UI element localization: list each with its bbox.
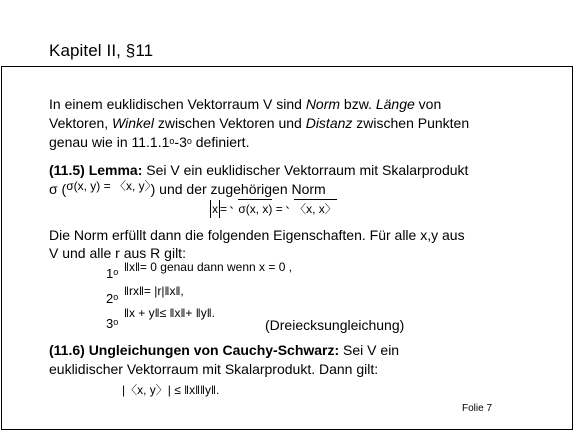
sqrt-symbol [230,199,272,218]
slide-footer: Folie 7 [462,403,493,414]
property-number-2 [106,291,118,306]
ordinal-marker: o [113,267,119,277]
cauchy-line-2: euklidischer Vektorraum mit Skalarprodukt. Dann gilt: [49,361,379,377]
ordinal-marker: o [186,136,192,146]
sqrt-body: σ(x, x) [238,199,272,218]
sqrt-symbol [286,199,337,218]
property-num: 3 [106,316,114,331]
lemma-sigma-prefix: σ ( [49,181,67,197]
ordinal-marker: o [169,136,175,146]
intro-term-laenge: Länge [375,96,415,112]
property-number-1 [106,266,118,281]
lemma-heading: (11.5) Lemma: [49,162,143,178]
intro-text: zwischen Vektoren und [153,115,306,131]
intro-text: definiert. [191,134,250,150]
sqrt-body: 〈x, x〉 [294,199,337,218]
intro-text: In einem euklidischen Vektorraum V sind [49,96,306,112]
intro-text: Vektoren, [49,115,113,131]
lemma-line-2 [49,180,326,199]
lemma-text: Sei V ein euklidischer Vektorraum mit Skalarprodukt [142,162,469,178]
property-num: 2 [106,291,114,306]
sigma-formula: σ(x, y) = 〈x, y〉 [66,179,151,193]
props-line-2: V und alle r aus R gilt: [49,245,186,261]
ordinal-marker: o [113,292,119,302]
intro-text: bzw. [340,96,376,112]
ordinal-marker: o [113,317,119,327]
intro-line-2 [49,114,469,132]
norm-formula [210,199,337,218]
property-formula-1: ‖x‖= 0 genau dann wenn x = 0 , [124,260,293,274]
cauchy-formula: |〈x, y〉| ≤ ‖x‖‖y‖. [122,383,220,397]
property-formula-3: ‖x + y‖≤ ‖x‖+ ‖y‖. [124,306,216,320]
props-line-1: Die Norm erfüllt dann die folgenden Eigenschaften. Für alle x,y aus [49,227,465,243]
intro-term-winkel: Winkel [112,115,154,131]
property-note-3: (Dreiecksungleichung) [265,317,405,333]
cauchy-text: Sei V ein [339,342,400,358]
cauchy-line-1 [49,341,399,359]
lemma-line-1 [49,161,468,179]
intro-text: zwischen Punkten [352,115,470,131]
cauchy-heading: (11.6) Ungleichungen von Cauchy-Schwarz: [49,342,340,358]
intro-line-3 [49,133,249,153]
norm-eq: = [220,202,231,216]
property-num: 1 [106,266,114,281]
norm-eq: = [272,202,287,216]
property-formula-2: ‖rx‖= |r|‖x‖, [124,284,184,298]
lemma-text: ) und der zugehörigen Norm [150,181,326,197]
intro-term-distanz: Distanz [305,115,353,131]
intro-text: genau wie in 11.1.1 [49,134,170,150]
intro-text: -3 [174,134,187,150]
intro-term-norm: Norm [305,96,341,112]
intro-line-1 [49,95,441,113]
property-number-3 [106,316,118,331]
intro-text: von [414,96,442,112]
norm-var: x [212,202,218,216]
slide-title: Kapitel II, §11 [49,41,154,60]
norm-symbol [210,200,220,218]
